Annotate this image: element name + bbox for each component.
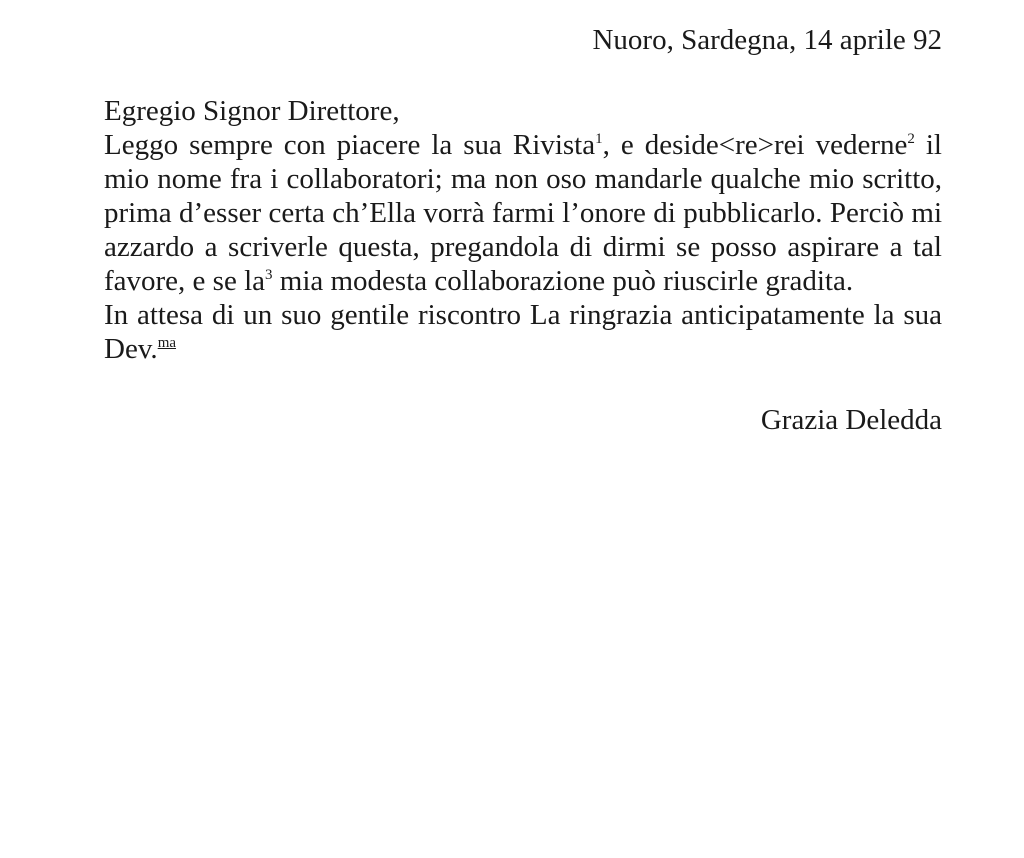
body-text-1: Leggo sempre con piacere la sua Rivista [104,129,596,161]
closing-text: In attesa di un suo gentile riscontro La ringrazia anticipatamente la sua Dev. [104,299,942,365]
body-text-2: , e deside<re>rei vederne [602,129,908,161]
closing-paragraph [104,298,942,366]
footnote-marker-3: 3 [265,267,273,283]
footnote-marker-2: 2 [907,131,915,147]
body-text-4: mia modesta collaborazione può riuscirle gradita. [272,265,854,297]
signature: Grazia Deledda [760,404,942,436]
abbreviation-superscript: ma [157,335,177,351]
dateline: Nuoro, Sardegna, 14 aprile 92 [592,24,942,56]
body-text-3: il mio nome fra i collaboratori; ma non oso mandarle qualche mio scritto, prima d’esser certa ch’Ella vorrà farmi l’onore di pubblicarlo. Perciò mi azzardo a scriverle questa, pregandola di dirmi se posso aspirare a tal favore, e se la [104,129,942,297]
salutation: Egregio Signor Direttore, [104,95,400,127]
letter-body-paragraph [104,128,942,298]
letter-page [104,22,942,438]
footnote-marker-1: 1 [595,131,603,147]
